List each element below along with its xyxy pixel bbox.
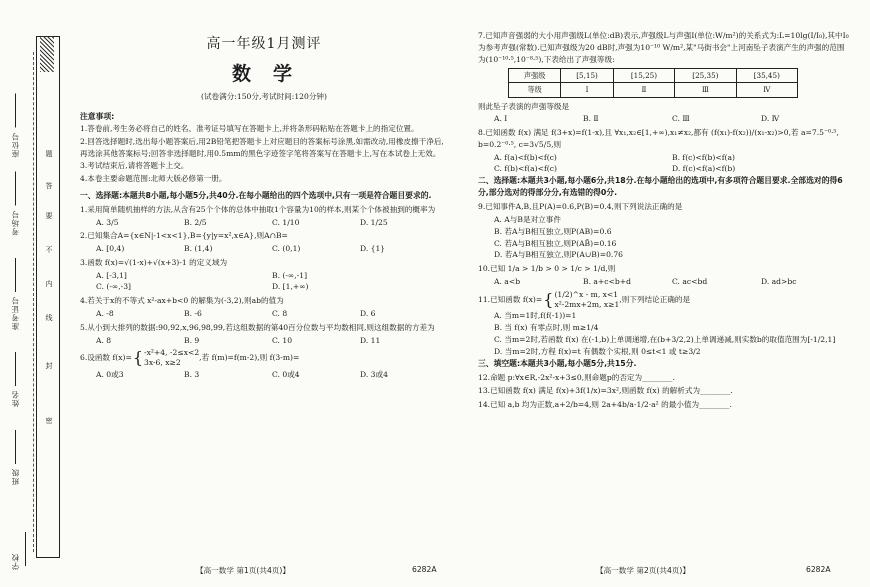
option: A. 8 — [96, 335, 112, 345]
question-6-prefix: 6.设函数 f(x)= — [80, 353, 132, 363]
option: D. 6 — [360, 309, 376, 318]
table-cell: Ⅲ — [675, 83, 736, 97]
exam-subject: 数学 — [231, 62, 314, 85]
option: C. 0或4 — [272, 370, 300, 380]
field-room-number: 考场号 — [10, 172, 21, 236]
seal-frame — [36, 36, 60, 558]
option: D. 若A与B相互独立,则P(A∪B)=0.76 — [494, 250, 624, 260]
table-cell: 声强级 — [509, 69, 561, 83]
question-5: 5.从小到大排列的数据:90,92,x,96,98,99,若这组数据的第40百分位数与平均数相同,则这组数据的方差为 — [80, 322, 435, 332]
option: C. 若A与B相互独立,则P(AB̄)=0.16 — [494, 238, 617, 248]
question-1: 1.采用简单随机抽样的方法,从含有25个个体的总体中抽取1个容量为10的样本,则某个个体被抽到的概率为 — [80, 204, 436, 214]
option: C. ac<bd — [672, 276, 708, 286]
option: A. A与B是对立事件 — [494, 215, 561, 225]
option: C. 1/10 — [272, 217, 300, 227]
section-heading: 三、填空题:本题共3小题,每小题5分,共15分. — [478, 358, 637, 368]
table-cell: [25,35) — [675, 69, 736, 83]
table-row — [509, 83, 798, 97]
exam-title: 高一年级1月测评 — [206, 36, 322, 52]
seal-char: 密 — [45, 417, 53, 424]
question-11-prefix: 11.已知函数 f(x)= — [478, 294, 543, 304]
question-6 — [80, 348, 448, 368]
question-2-options — [80, 243, 448, 255]
table-cell: Ⅱ — [613, 83, 674, 97]
option: B. 2/5 — [184, 217, 207, 227]
exam-info: (试卷满分:150分,考试时间:120分钟) — [201, 92, 327, 102]
option: C. 10 — [272, 335, 293, 345]
option: C. Ⅲ — [672, 114, 690, 124]
option: D. f(c)<f(a)<f(b) — [672, 164, 736, 174]
option: A. [-3,1] — [96, 270, 127, 280]
page-1-footer: 【高一数学 第1页(共4页)】 — [196, 566, 290, 575]
page-2-code: 6282A — [806, 565, 831, 574]
question-8: 8.已知函数 f(x) 满足 f(3+x)=f(1-x),且 ∀x₁,x₂∈[1,+∞),x₁≠x₂,都有 (f(x₁)-f(x₂))/(x₁-x₂)>0,若 a=7.5⁻⁰·⁵, b=0.2⁻⁰·⁵, c=3√5/5,则 — [478, 128, 839, 149]
note-item: 2.回答选择题时,选出每小题答案后,用2B铅笔把答题卡上对应题目的答案标号涂黑,如需改动,用橡皮擦干净后,再选涂其他答案标号;回答非选择题时,用0.5mm的黑色字迹签字笔将答案写在答题卡上,写在本试卷上无效。 — [80, 136, 444, 158]
page-2 — [478, 28, 850, 412]
option: C. 当m=2时,若函数 f(x) 在(-1,b)上单调递增,在(b+3/2,2)上单调递减,则实数b的取值范围为[-1/2,1] — [494, 334, 836, 344]
option: D. 当m=2时,方程 f(x)=t 有偶数个实根,则 0≤t<1 或 t≥3/2 — [494, 346, 701, 356]
table-cell: [35,45) — [736, 69, 797, 83]
field-name: 姓名 — [10, 352, 21, 407]
question-3: 3.函数 f(x)=√(1-x)+√(x+3)-1 的定义域为 — [80, 257, 228, 267]
question-12: 12.命题 p:∀x∈R,-2x²-x+3≤0,则命题p的否定为________. — [478, 372, 675, 382]
question-5-options — [80, 335, 448, 347]
table-cell: 等级 — [509, 83, 561, 97]
question-8-options — [478, 152, 850, 176]
field-exam-number: 准考证号 — [10, 258, 21, 330]
piecewise-case: -x²+4, -2≤x<2 — [144, 348, 200, 358]
option: A. f(a)<f(b)<f(c) — [494, 152, 557, 162]
question-10-options — [478, 276, 850, 288]
field-seat-number: 座位号 — [10, 94, 21, 158]
question-7-tail: 则此坠子表演的声强等级是 — [478, 101, 570, 111]
option: D. {1} — [360, 244, 386, 254]
field-class: 班级 — [10, 430, 21, 485]
option: A. [0,4) — [96, 244, 125, 254]
option: D. ad>bc — [761, 276, 797, 286]
question-4: 4.若关于x的不等式 x²-ax+b<0 的解集为(-3,2),则ab的值为 — [80, 296, 284, 306]
seal-char: 题 — [45, 150, 53, 157]
question-4-options — [80, 308, 448, 320]
option: D. [1,+∞) — [272, 282, 309, 292]
option: A. -8 — [96, 309, 114, 318]
option: A. 当m=1时,f(f(-1))=1 — [494, 311, 577, 321]
option: A. 0或3 — [96, 370, 124, 380]
question-11 — [478, 290, 850, 310]
option: C. (-∞,-3] — [96, 282, 131, 292]
option: D. 11 — [360, 335, 381, 345]
piecewise-cases — [554, 290, 619, 310]
seal-char: 内 — [45, 280, 53, 287]
piecewise-brace: { — [543, 289, 554, 309]
option: B. (1,4) — [184, 244, 213, 254]
question-10: 10.已知 1/a > 1/b > 0 > 1/c > 1/d,则 — [478, 264, 616, 274]
option: A. 3/5 — [96, 217, 119, 227]
seal-char: 答 — [45, 182, 53, 189]
section-heading: 一、选择题:本题共8小题,每小题5分,共40分.在每小题给出的四个选项中,只有一项是符合题目要求的. — [80, 190, 432, 200]
seal-char: 不 — [45, 246, 53, 253]
seal-char: 要 — [45, 212, 53, 219]
question-1-options — [80, 217, 448, 229]
page-1-code: 6282A — [412, 565, 437, 574]
question-7: 7.已知声音强弱的大小用声强级L(单位:dB)表示,声强级L与声强I(单位:W/m²)的关系式为:L=10lg(I/I₀),其中I₀为参考声强(常数).已知声强级为20 dB时,声强为10⁻¹⁰ W/m²,某"马街书会"上河南坠子表演产生的声强的范围为(10⁻¹⁰·⁵,10⁻⁸·⁵),下表给出了声强等级: — [478, 31, 849, 64]
note-item: 3.考试结束后,请将答题卡上交。 — [80, 161, 189, 171]
option: B. 3 — [184, 370, 200, 380]
piecewise-case: 3x-6, x≥2 — [144, 358, 181, 368]
option: B. 若A与B相互独立,则P(AB)=0.6 — [494, 226, 612, 236]
cut-line — [33, 52, 34, 552]
seal-hatch — [40, 36, 54, 72]
question-11-options — [478, 310, 850, 357]
notes-heading: 注意事项: — [80, 111, 115, 121]
option: B. Ⅱ — [583, 114, 599, 124]
question-6-suffix: ,若 f(m)=f(m-2),则 f(3-m)= — [199, 353, 300, 363]
table-cell: Ⅰ — [561, 83, 613, 97]
question-9: 9.已知事件A,B,且P(A)=0.6,P(B)=0.4,则下列说法正确的是 — [478, 202, 683, 212]
seal-char: 线 — [45, 314, 53, 321]
table-row — [509, 69, 798, 83]
option: C. 8 — [272, 309, 288, 318]
question-6-options — [80, 369, 448, 381]
option: B. 9 — [184, 335, 200, 345]
page-2-footer: 【高一数学 第2页(共4页)】 — [596, 566, 690, 575]
option: D. Ⅳ — [761, 114, 780, 124]
binding-strip — [8, 22, 64, 570]
option: B. -6 — [184, 309, 202, 318]
question-13: 13.已知函数 f(x) 满足 f(x)+3f(1/x)=3x²,则函数 f(x) 的解析式为________. — [478, 386, 733, 396]
option: B. (-∞,-1] — [272, 270, 308, 280]
note-item: 4.本卷主要命题范围:北师大版必修第一册。 — [80, 174, 227, 184]
option: D. 1/25 — [360, 217, 388, 227]
page-1 — [80, 28, 448, 381]
question-9-options — [478, 214, 850, 261]
piecewise-case: x²-2mx+2m, x≥1 — [554, 299, 620, 309]
section-heading: 二、选择题:本题共3小题,每小题6分,共18分.在每小题给出的选项中,有多项符合题目要求.全部选对的得6分,部分选对的得部分分,有选错的得0分. — [478, 176, 843, 198]
option: C. (0,1) — [272, 244, 301, 254]
question-11-suffix: ,则下列结论正确的是 — [619, 294, 691, 304]
table-cell: Ⅳ — [736, 83, 797, 97]
option: D. 3或4 — [360, 370, 388, 380]
option: C. f(b)<f(a)<f(c) — [494, 164, 557, 174]
option: B. a+c<b+d — [583, 276, 631, 286]
question-7-options — [478, 113, 850, 125]
seal-char: 封 — [45, 362, 53, 369]
question-14: 14.已知 a,b 均为正数,a+2/b=4,则 2a+4b/a-1/2·a² 的最小值为________. — [478, 400, 732, 410]
table-cell: [5,15) — [561, 69, 613, 83]
option: A. Ⅰ — [494, 114, 508, 124]
question-3-options — [80, 270, 448, 294]
option: A. a<b — [494, 276, 521, 286]
note-item: 1.答卷前,考生务必将自己的姓名、准考证号填写在答题卡上,并将条形码粘贴在答题卡上的指定位置。 — [80, 123, 419, 133]
piecewise-case: (1/2)^x - m, x<1 — [554, 289, 619, 299]
table-cell: [15,25) — [613, 69, 674, 83]
sound-level-table — [508, 68, 798, 97]
question-2: 2.已知集合A={x∈N|-1<x<1},B={y|y=x²,x∈A},则A∩B= — [80, 231, 288, 241]
field-school: 学校 — [10, 522, 30, 570]
piecewise-brace: { — [132, 348, 144, 368]
option: B. 当 f(x) 有零点时,则 m≥1/4 — [494, 323, 599, 333]
option: B. f(c)<f(b)<f(a) — [672, 152, 735, 162]
piecewise-cases — [144, 348, 199, 368]
